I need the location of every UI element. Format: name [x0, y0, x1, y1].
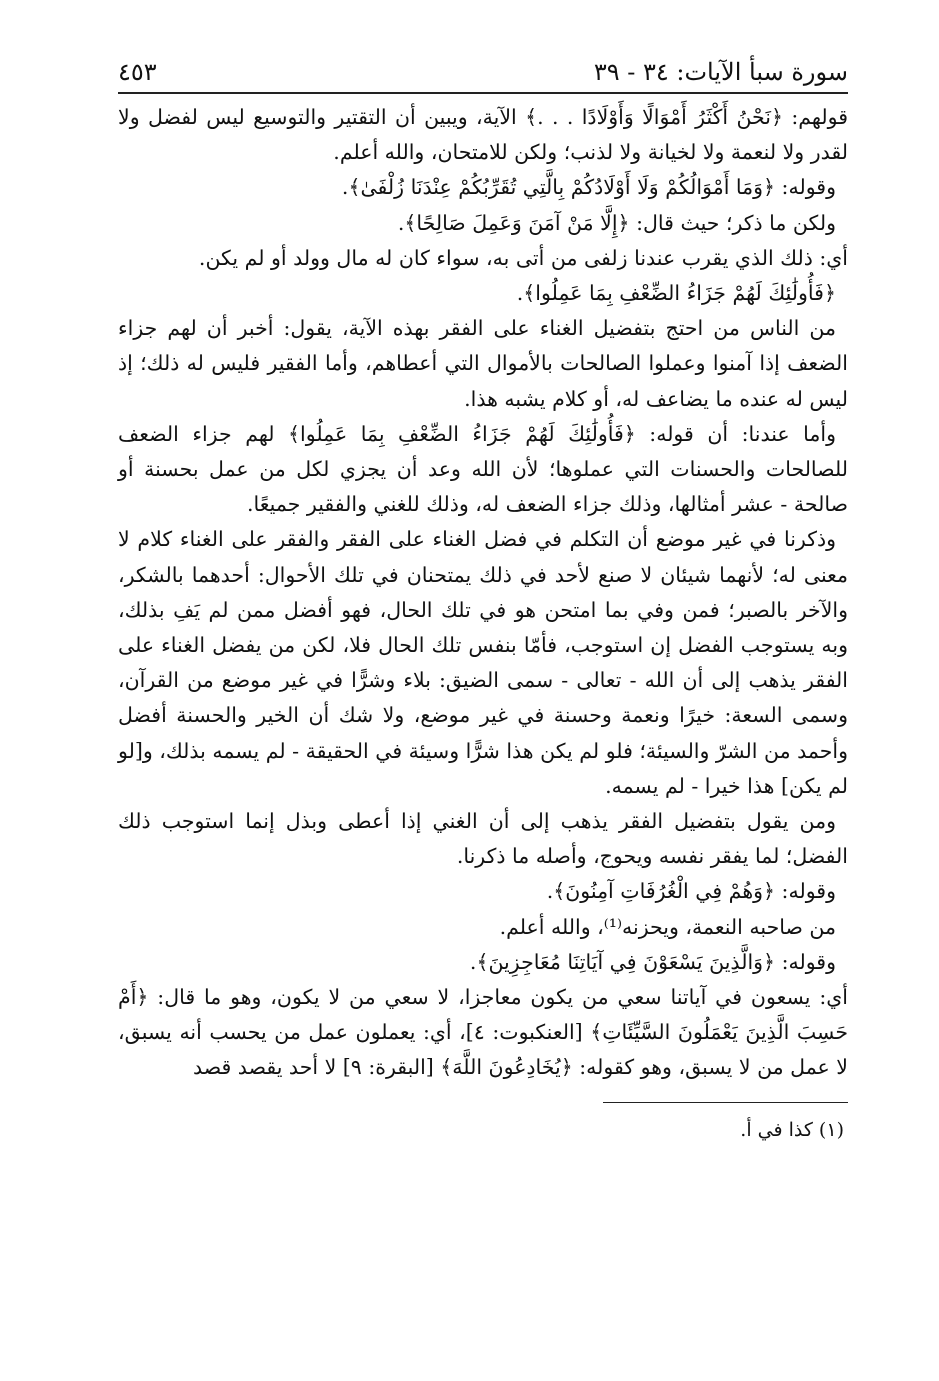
paragraph: وقوله: ﴿وَهُمْ فِي الْغُرُفَاتِ آمِنُونَ﴾. [546, 879, 836, 904]
paragraph: وقوله: ﴿وَمَا أَمْوَالُكُمْ وَلَا أَوْلَادُكُمْ بِالَّتِي تُقَرِّبُكُمْ عِنْدَنَا زُلْفَىٰ﴾. [341, 175, 836, 200]
paragraph: وذكرنا في غير موضع أن التكلم في فضل الغناء على الفقر والفقر على الغناء كلام لا معنى له؛ لأنهما شيئان لا صنع لأحد في ذلك يمتحنان في تلك الأحوال: أحدهما بالشكر، والآخر بالصبر؛ فمن وفي بما امتحن هو في تلك الحال، فهو أفضل ممن لم يَفِ بذلك، وبه يستوجب الفضل إن استوجب، فأمّا بنفس تلك الحال فلا، لكن من يفضل الغناء على الفقر يذهب إلى أن الله - تعالى - سمى الضيق: بلاء وشرًّا في غير موضع من القرآن، وسمى السعة: خيرًا ونعمة وحسنة في غير موضع، ولا شك أن الخير والحسنة أفضل وأحمد من الشرّ والسيئة؛ فلو لم يكن هذا شرًّا وسيئة في الحقيقة - لم يسمه بذلك، و[لو لم يكن] هذا خيرا - لم يسمه. [118, 527, 848, 798]
paragraph: قولهم: ﴿نَحْنُ أَكْثَرُ أَمْوَالًا وَأَوْلَادًا . . .﴾ الآية، ويبين أن التقتير والتوسيع ليس لفضل ولا لقدر ولا لنعمة ولا لخيانة ولا لذنب؛ ولكن للامتحان، والله أعلم. [118, 105, 848, 165]
paragraph: ﴿فَأُولَٰئِكَ لَهُمْ جَزَاءُ الضِّعْفِ بِمَا عَمِلُوا﴾. [516, 281, 836, 306]
running-header [118, 56, 848, 94]
paragraph: من الناس من احتج بتفضيل الغناء على الفقر بهذه الآية، يقول: أخبر أن لهم جزاء الضعف إذا آمنوا وعملوا الصالحات بالأموال التي أعطاهم، وأما الفقير فليس له ذلك؛ إذ ليس له عنده ما يضاعف له، أو كلام يشبه هذا. [118, 316, 848, 411]
paragraph: وقوله: ﴿وَالَّذِينَ يَسْعَوْنَ فِي آيَاتِنَا مُعَاجِزِينَ﴾. [469, 949, 836, 974]
surah-title: سورة سبأ الآيات: ٣٤ - ٣٩ [593, 58, 848, 86]
footnote: (١) كذا في أ. [740, 1118, 844, 1141]
book-page [118, 56, 848, 1346]
main-text [118, 100, 848, 1086]
paragraph: ومن يقول بتفضيل الفقر يذهب إلى أن الغني إذا أعطى وبذل إنما استوجب ذلك الفضل؛ لما يفقر نفسه ويحوج، وأصله ما ذكرنا. [118, 809, 848, 869]
paragraph: أي: يسعون في آياتنا سعي من يكون معاجزا، لا سعي من لا يكون، وهو ما قال: ﴿أَمْ حَسِبَ الَّذِينَ يَعْمَلُونَ السَّيِّئَاتِ﴾ [العنكبوت: ٤]، أي: يعملون عمل من يحسب أنه يسبق، لا عمل من لا يسبق، وهو كقوله: ﴿يُخَادِعُونَ اللَّهَ﴾ [البقرة: ٩] لا أحد يقصد قصد [118, 985, 848, 1080]
paragraph: أي: ذلك الذي يقرب عندنا زلفى من أتى به، سواء كان له مال وولد أو لم يكن. [198, 245, 848, 270]
page-number: ٤٥٣ [118, 58, 157, 86]
paragraph: من صاحبه النعمة، ويحزنه⁽¹⁾، والله أعلم. [499, 914, 836, 939]
paragraph: ولكن ما ذكر؛ حيث قال: ﴿إِلَّا مَنْ آمَنَ وَعَمِلَ صَالِحًا﴾. [397, 210, 836, 235]
paragraph: وأما عندنا: أن قوله: ﴿فَأُولَٰئِكَ لَهُمْ جَزَاءُ الضِّعْفِ بِمَا عَمِلُوا﴾ لهم جزاء الضعف للصالحات والحسنات التي عملوها؛ لأن الله وعد أن يجزي لكل من عمل بحسنة أو صالحة - عشر أمثالها، وذلك جزاء الضعف له، وذلك للغني والفقير جميعًا. [118, 421, 848, 517]
footnote-divider [603, 1102, 848, 1103]
